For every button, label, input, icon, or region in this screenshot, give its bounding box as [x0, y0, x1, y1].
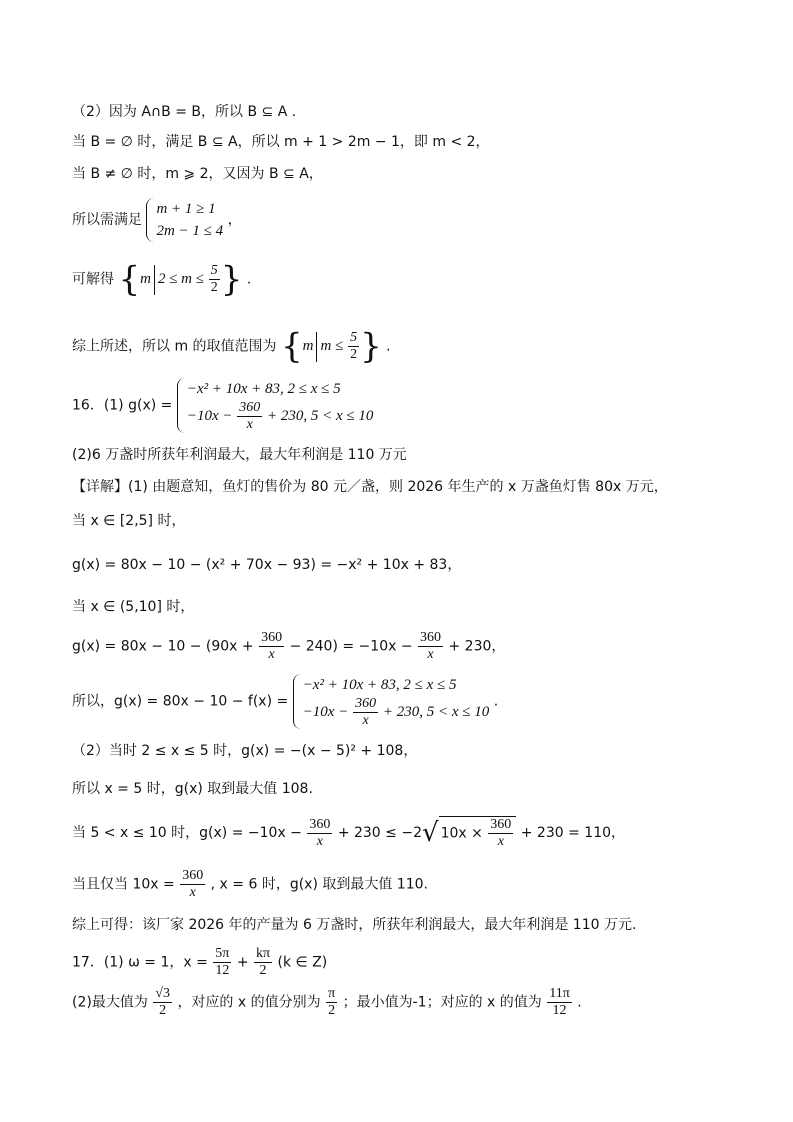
line-8: (2)6 万盏时所获年利润最大，最大年利润是 110 万元: [72, 447, 407, 463]
line-6-range: 综上所述，所以 m 的取值范围为 {m m ≤ $\frac{5}{2}$ } .: [72, 326, 391, 367]
line-17: 当 5 < x ≤ 10 时，g(x) = −10x − $\frac{360}{x}$ + 230 ≤ −2√ 10x × $\frac{360}{x}$ + 230 = 110，: [72, 816, 626, 849]
fraction: $\frac{\pi}{2}$: [328, 986, 336, 1018]
line-15: （2）当时 2 ≤ x ≤ 5 时，g(x) = −(x − 5)² + 108，: [72, 743, 418, 759]
fraction: $\frac{360}{x}$: [309, 816, 331, 849]
fraction: $\frac{360}{x}$: [182, 868, 204, 900]
line-11: g(x) = 80x − 10 − (x² + 70x − 93) = −x² + 10x + 83，: [72, 557, 462, 573]
line-3: 当 B ≠ ∅ 时，m ⩾ 2，又因为 B ⊆ A，: [72, 166, 323, 182]
line-16: 所以 x = 5 时，g(x) 取到最大值 108.: [72, 781, 313, 797]
fraction: $\frac{5\pi}{12}$: [215, 946, 230, 978]
line-19: 综上可得：该厂家 2026 年的产量为 6 万盏时，所获年利润最大，最大年利润是 110 万元.: [72, 917, 637, 933]
fraction: $\frac{5}{2}$: [210, 263, 218, 295]
line-18: 当且仅当 10x = $\frac{360}{x}$ , x = 6 时，g(x) 取到最大值 110.: [72, 868, 428, 900]
fraction: $\frac{360}{x}$: [490, 817, 512, 849]
piecewise-function: −x² + 10x + 83, 2 ≤ x ≤ 5 −10x − $\frac{360}{x}$ + 230, 5 < x ≤ 10: [293, 674, 490, 729]
fraction: $\frac{360}{x}$: [261, 630, 283, 662]
fraction: $\frac{360}{x}$: [420, 630, 442, 662]
line-2: 当 B = ∅ 时，满足 B ⊆ A，所以 m + 1 > 2m − 1，即 m < 2，: [72, 134, 490, 150]
radicand: 10x × $\frac{360}{x}$: [439, 816, 517, 850]
solution-set: {m 2 ≤ m ≤ $\frac{5}{2}$ }: [118, 259, 243, 300]
left-brace: [146, 198, 155, 242]
piecewise-function: −x² + 10x + 83, 2 ≤ x ≤ 5 −10x − $\frac{360}{x}$ + 230, 5 < x ≤ 10: [177, 378, 374, 433]
line-10: 当 x ∈ [2,5] 时，: [72, 513, 186, 529]
line-20: 17．(1) ω = 1，x = $\frac{5\pi}{12}$ + $\frac{k\pi}{2}$ (k ∈ Z): [72, 946, 328, 978]
fraction: $\frac{360}{x}$: [355, 696, 377, 728]
fraction: $\frac{k\pi}{2}$: [256, 946, 271, 978]
line-12: 当 x ∈ (5,10] 时，: [72, 599, 195, 615]
line-9: 【详解】(1) 由题意知，鱼灯的售价为 80 元／盏，则 2026 年生产的 x 万盏鱼灯售 80x 万元，: [72, 479, 668, 495]
line-13: g(x) = 80x − 10 − (90x + $\frac{360}{x}$ − 240) = −10x − $\frac{360}{x}$ + 230，: [72, 630, 506, 662]
range-set: {m m ≤ $\frac{5}{2}$ }: [281, 326, 382, 367]
fraction: $\frac{360}{x}$: [239, 400, 261, 432]
fraction: $\frac{√3}{2}$: [155, 986, 170, 1018]
fraction: $\frac{5}{2}$: [350, 330, 358, 362]
fraction: $\frac{11\pi}{12}$: [549, 986, 570, 1018]
line-14-piecewise: 所以，g(x) = 80x − 10 − f(x) = −x² + 10x + 83, 2 ≤ x ≤ 5 −10x − $\frac{360}{x}$ + 230, 5 < x ≤ 10 .: [72, 674, 498, 729]
line-7-piecewise: 16．(1) g(x) = −x² + 10x + 83, 2 ≤ x ≤ 5 −10x − $\frac{360}{x}$ + 230, 5 < x ≤ 10: [72, 378, 373, 433]
left-brace: [177, 378, 186, 433]
line-5-set: 可解得 {m 2 ≤ m ≤ $\frac{5}{2}$ } .: [72, 259, 252, 300]
left-brace: [293, 674, 302, 729]
line-1: （2）因为 A∩B = B，所以 B ⊆ A .: [72, 104, 297, 120]
inequality-system: m + 1 ≥ 1 2m − 1 ≤ 4: [146, 198, 223, 242]
line-4-system: 所以需满足 m + 1 ≥ 1 2m − 1 ≤ 4 ，: [72, 198, 242, 242]
radical-sign: √: [421, 818, 439, 848]
line-21: (2)最大值为 $\frac{√3}{2}$ ，对应的 x 的值分别为 $\frac{\pi}{2}$ ；最小值为-1；对应的 x 的值为 $\frac{11\pi}{12}$ .: [72, 986, 582, 1018]
